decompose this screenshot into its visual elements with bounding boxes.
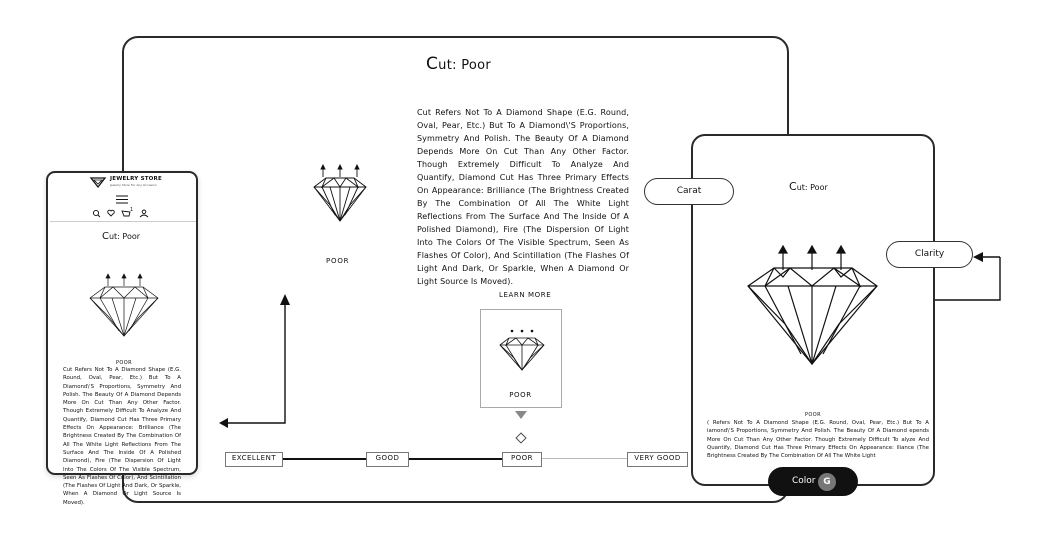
tablet-diamond-label: POOR bbox=[805, 412, 821, 418]
cart-count: 1 bbox=[130, 207, 134, 213]
brand-name: JEWELRY STORE bbox=[110, 176, 162, 182]
tablet-page-title: Cut: Poor bbox=[789, 180, 828, 193]
grade-poor[interactable]: POOR bbox=[502, 452, 542, 467]
hamburger-menu-icon[interactable] bbox=[115, 195, 129, 204]
mobile-page-title: Cut: Poor bbox=[102, 231, 141, 242]
mobile-divider bbox=[50, 221, 196, 222]
mobile-description: Cut Refers Not To A Diamond Shape (E.G. Round, Oval, Pear, Etc.) But To A Diamond\'S Proportions, Symmetry And Polish. The Beauty Of A Diamond Depends More On Cut Than Any Other Factor. Though Extremely Difficult To Analyze And Quantify, Diamond Cut Has Three Primary Effects On Appearance: Brilliance (The Brightness Created By The Combination Of All The White Light Reflections From The Surface And The Inside Of A Polished Diamond), Fire (The Dispersion Of Light Into The Colors Of The Visible Spectrum, Seen As Flashes Of Color), And Scintillation (The Flashes Of Light And Dark, Or Sparkle, When A Diamond Or Light Source Is Moved). bbox=[63, 367, 181, 506]
grade-very-good[interactable]: VERY GOOD bbox=[627, 452, 688, 467]
mobile-frame bbox=[46, 171, 198, 506]
color-callout-label: Color bbox=[792, 476, 816, 486]
tablet-diamond-illustration bbox=[743, 242, 883, 368]
mobile-diamond-label: POOR bbox=[116, 360, 132, 366]
desktop-page-title: Cut: Poor bbox=[426, 54, 492, 74]
desktop-diamond-label: POOR bbox=[326, 257, 350, 265]
color-grade-badge: G bbox=[818, 473, 836, 491]
card-label: POOR bbox=[509, 391, 532, 399]
desktop-description: Cut Refers Not To A Diamond Shape (E.G. Round, Oval, Pear, Etc.) But To A Diamond\'S Proportions, Symmetry And Polish. The Beauty Of A Diamond Depends More On Cut Than Any Other Factor. Though Extremely Difficult To Analyze And Quantify, Diamond Cut Has Three Primary Effects On Appearance: Brilliance (The Brightness Created By The Combination Of All The White Light Reflections From The Surface And The Inside Of A Polished Diamond), Fire (The Dispersion Of Light Into The Colors Of The Visible Spectrum, Seen As Flashes Of Color), And Scintillation (The Flashes Of Light And Dark, Or Sparkle, When A Diamond Or Light Source Is Moved). bbox=[417, 108, 629, 286]
account-icon[interactable] bbox=[140, 209, 150, 218]
search-icon[interactable] bbox=[82, 209, 92, 218]
clarity-callout[interactable]: Clarity bbox=[886, 241, 973, 268]
grade-good[interactable]: GOOD bbox=[366, 452, 409, 467]
color-callout[interactable] bbox=[768, 467, 858, 496]
brand-tagline: Jewelry Store For Any Occasion bbox=[110, 183, 157, 187]
carat-callout[interactable]: Carat bbox=[644, 178, 734, 205]
learn-more-link[interactable]: LEARN MORE bbox=[499, 291, 552, 299]
brand-logo-icon bbox=[90, 176, 106, 188]
grade-excellent[interactable]: EXCELLENT bbox=[225, 452, 283, 467]
mobile-diamond-illustration bbox=[85, 273, 165, 343]
cart-icon[interactable] bbox=[120, 209, 132, 218]
wishlist-icon[interactable] bbox=[106, 209, 116, 218]
tablet-description: ( Refers Not To A Diamond Shape (E.G. Round, Oval, Pear, Etc.) But To A iamond\'S Proportions, Symmetry And Polish. The Beauty Of A Diamond epends More On Cut Than Any Other Factor. Though Extremely Difficult To alyze And Quantify, Diamond Cut Has Three Primary Effects On Appearance: lliance (The Brightness Created By The Combination Of All The White Light bbox=[707, 420, 929, 460]
